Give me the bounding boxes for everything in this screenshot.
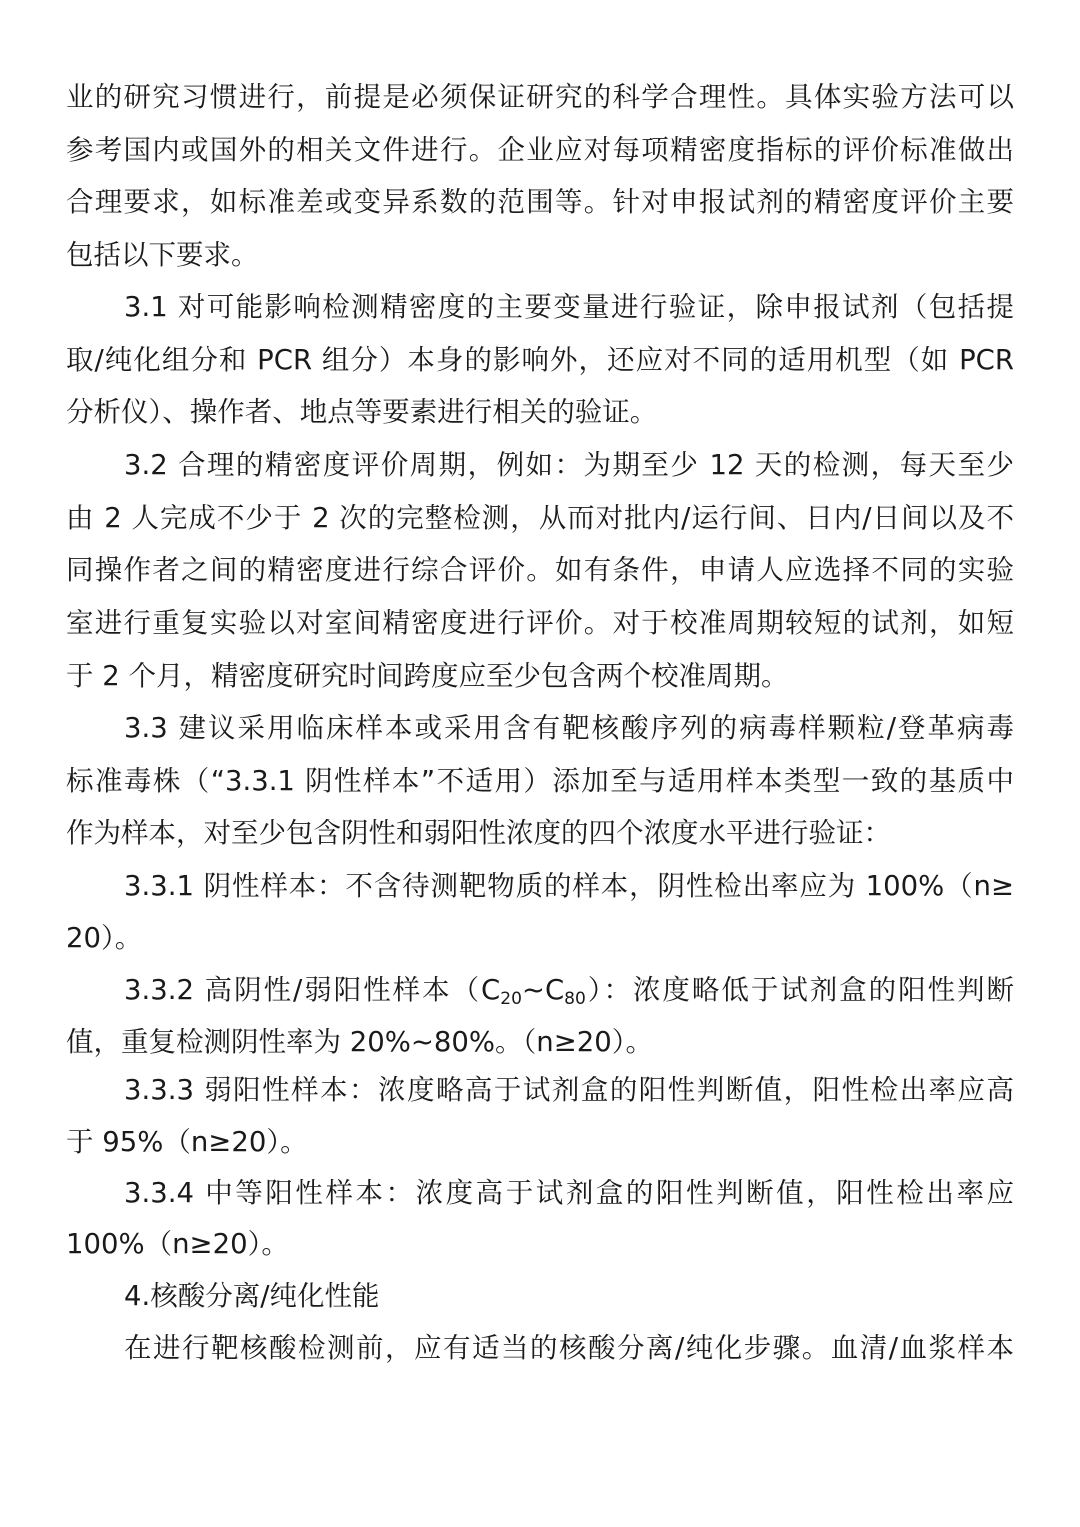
text-line: 3.3.1 阴性样本：不含待测靶物质的样本，阴性检出率应为 100%（n≥ [124, 870, 1014, 902]
text-line: 同操作者之间的精密度进行综合评价。如有条件，申请人应选择不同的实验 [66, 554, 1014, 586]
text-segment: ）：浓度略低于试剂盒的阳性判断 [585, 974, 1014, 1006]
text-line: 业的研究习惯进行，前提是必须保证研究的科学合理性。具体实验方法可以 [66, 81, 1014, 113]
text-line: 室进行重复实验以对室间精密度进行评价。对于校准周期较短的试剂，如短 [66, 607, 1014, 639]
text-line: 3.2 合理的精密度评价周期，例如：为期至少 12 天的检测，每天至少 [124, 449, 1014, 481]
text-line: 于 95%（n≥20）。 [66, 1126, 308, 1158]
text-line: 于 2 个月，精密度研究时间跨度应至少包含两个校准周期。 [66, 660, 789, 692]
text-line: 分析仪）、操作者、地点等要素进行相关的验证。 [66, 396, 658, 428]
text-line: 作为样本，对至少包含阴性和弱阳性浓度的四个浓度水平进行验证： [66, 817, 891, 849]
text-segment: 3.3.2 高阴性/弱阳性样本（C [124, 974, 501, 1006]
text-line: 由 2 人完成不少于 2 次的完整检测，从而对批内/运行间、日内/日间以及不 [66, 502, 1014, 534]
text-line: 3.3 建议采用临床样本或采用含有靶核酸序列的病毒样颗粒/登革病毒 [124, 712, 1014, 744]
heading-line: 4.核酸分离/纯化性能 [124, 1280, 380, 1312]
subscript-c20: 20 [500, 988, 522, 1009]
text-line: 100%（n≥20）。 [66, 1228, 289, 1260]
text-line [124, 964, 1014, 1016]
text-line: 值，重复检测阴性率为 20%~80%。（n≥20）。 [66, 1026, 653, 1058]
text-line: 20）。 [66, 922, 143, 954]
text-line: 3.1 对可能影响检测精密度的主要变量进行验证，除申报试剂（包括提 [124, 291, 1014, 323]
text-line: 在进行靶核酸检测前，应有适当的核酸分离/纯化步骤。血清/血浆样本 [124, 1332, 1014, 1364]
text-line: 合理要求，如标准差或变异系数的范围等。针对申报试剂的精密度评价主要 [66, 186, 1014, 218]
text-line: 标准毒株（“3.3.1 阴性样本”不适用）添加至与适用样本类型一致的基质中 [66, 765, 1014, 797]
text-line: 取/纯化组分和 PCR 组分）本身的影响外，还应对不同的适用机型（如 PCR [66, 344, 1014, 376]
text-segment: ~C [521, 974, 565, 1006]
text-line: 参考国内或国外的相关文件进行。企业应对每项精密度指标的评价标准做出 [66, 134, 1014, 166]
text-line: 3.3.4 中等阳性样本：浓度高于试剂盒的阳性判断值，阳性检出率应 [124, 1177, 1014, 1209]
text-line: 3.3.3 弱阳性样本：浓度略高于试剂盒的阳性判断值，阳性检出率应高 [124, 1074, 1014, 1106]
subscript-c80: 80 [564, 988, 586, 1009]
text-line: 包括以下要求。 [66, 239, 259, 271]
